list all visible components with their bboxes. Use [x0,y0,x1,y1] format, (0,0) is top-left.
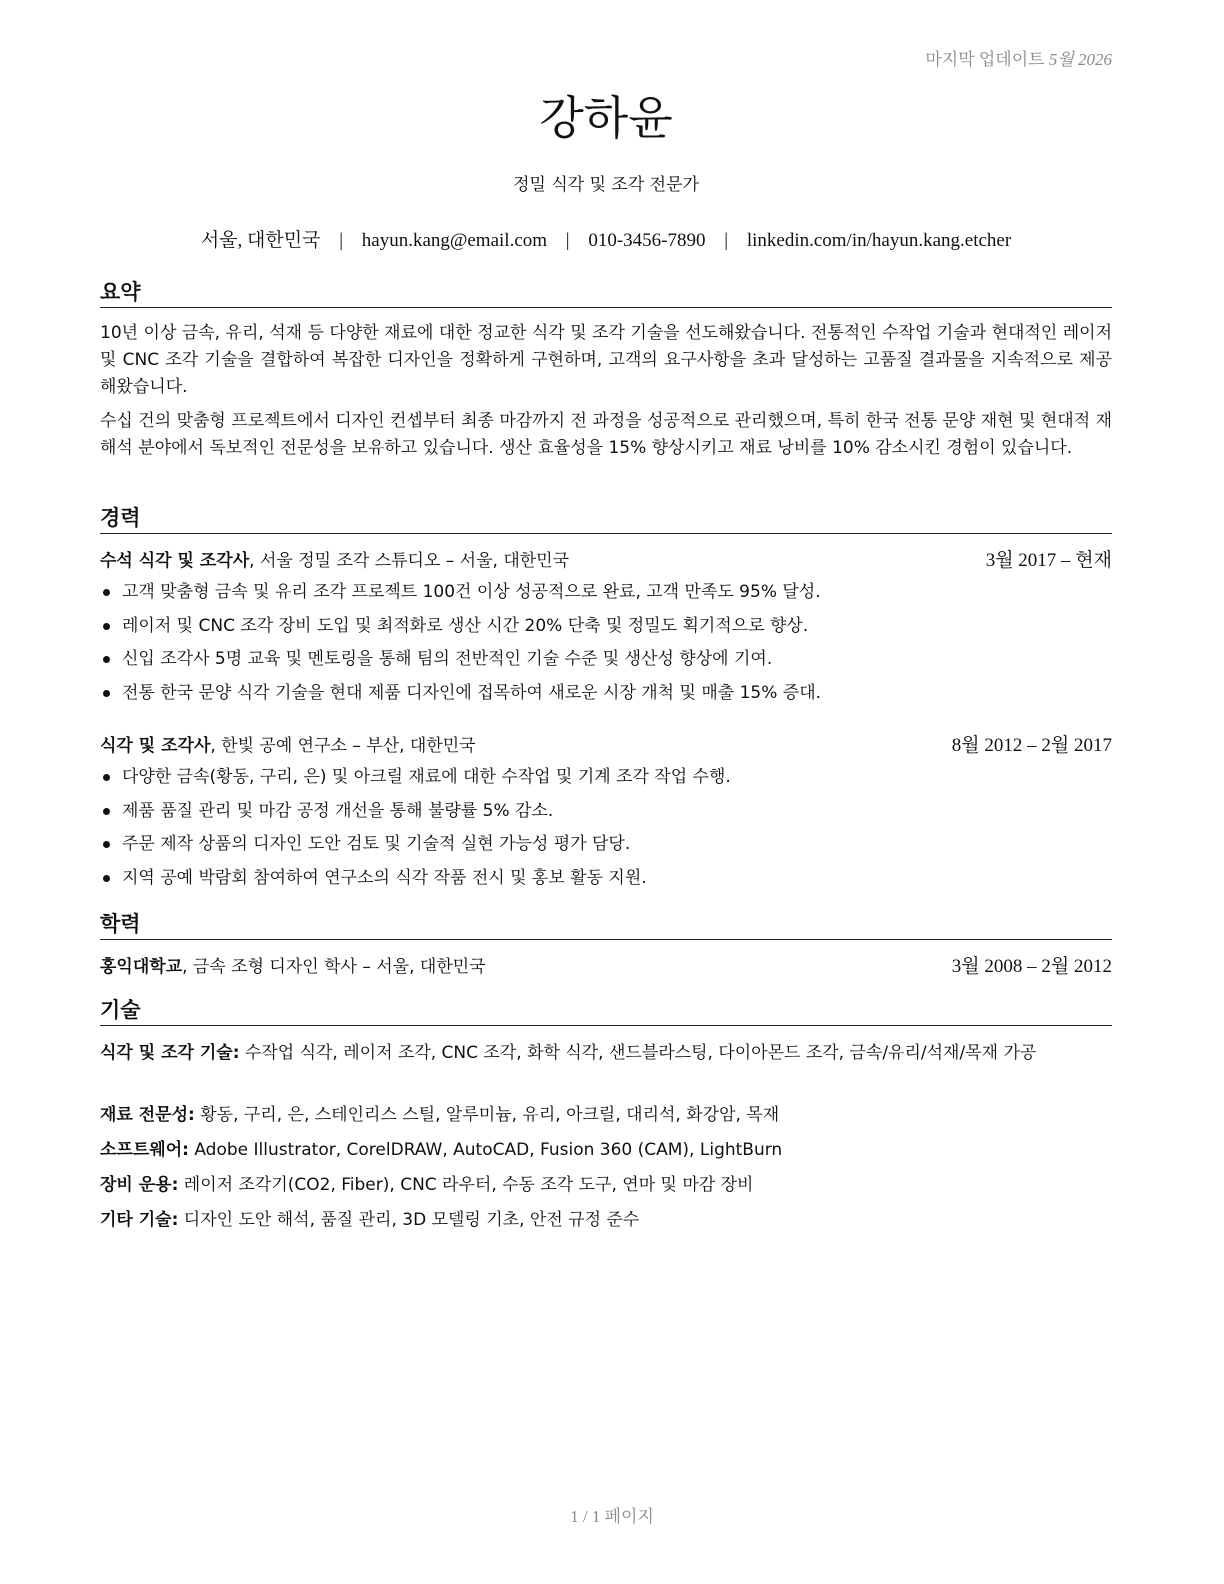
summary-paragraph: 10년 이상 금속, 유리, 석재 등 다양한 재료에 대한 정교한 식각 및 조각 기술을 선도해왔습니다. 전통적인 수작업 기술과 현대적인 레이저 및 CNC 조각 기술을 결합하여 복잡한 디자인을 정확하게 구현하며, 고객의 요구사항을 초과 달성하는 고품질 결과물을 지속적으로 제공해왔습니다. [100,323,1112,397]
job-bullet: 지역 공예 박람회 참여하여 연구소의 식각 작품 전시 및 홍보 활동 지원. [100,865,1112,899]
section-title-education: 학력 [100,910,1112,940]
contact-location: 서울, 대한민국 [200,230,321,251]
skill-label: 소프트웨어: [100,1140,189,1160]
job-heading [100,548,1112,574]
skill-value: 수작업 식각, 레이저 조각, CNC 조각, 화학 식각, 샌드블라스팅, 다이아몬드 조각, 금속/유리/석재/목재 가공 [239,1043,1037,1063]
contact-separator: | [724,230,729,251]
job-bullet-list [100,579,1112,713]
education-detail: , 금속 조형 디자인 학사 – 서울, 대한민국 [182,957,486,977]
section-title-skills: 기술 [100,996,1112,1026]
skill-value: 황동, 구리, 은, 스테인리스 스틸, 알루미늄, 유리, 아크릴, 대리석, 화강암, 목재 [194,1105,780,1125]
job-role: 식각 및 조각사 [100,736,211,756]
contact-separator: | [339,230,344,251]
skill-label: 장비 운용: [100,1175,179,1195]
skill-line [100,1137,1112,1164]
job-bullet-list [100,764,1112,898]
job-organization: , 서울 정밀 조각 스튜디오 – 서울, 대한민국 [249,551,570,571]
skill-line [100,1040,1112,1067]
education-school: 홍익대학교 [100,957,183,977]
last-updated-label: 마지막 업데이트 [925,50,1045,69]
skill-label: 기타 기술: [100,1210,179,1230]
job-heading [100,733,1112,759]
page-indicator: 1 / 1 페이지 [570,1507,654,1526]
candidate-name: 강하윤 [539,91,673,145]
contact-separator: | [565,230,570,251]
job-dates: 8월 2012 – 2월 2017 [951,735,1112,756]
job-bullet: 전통 한국 문양 식각 기술을 현대 제품 디자인에 접목하여 새로운 시장 개척 및 매출 15% 증대. [100,680,1112,714]
skill-value: Adobe Illustrator, CorelDRAW, AutoCAD, Fusion 360 (CAM), LightBurn [188,1140,783,1160]
skill-line [100,1102,1112,1129]
last-updated [925,45,1112,70]
contact-line [100,225,1112,252]
job-role: 수석 식각 및 조각사 [100,551,250,571]
job-bullet: 주문 제작 상품의 디자인 도안 검토 및 기술적 실현 가능성 평가 담당. [100,831,1112,865]
skill-line [100,1207,1112,1234]
skill-value: 레이저 조각기(CO2, Fiber), CNC 라우터, 수동 조각 도구, 연마 및 마감 장비 [178,1175,754,1195]
skill-label: 재료 전문성: [100,1105,195,1125]
job-bullet: 신입 조각사 5명 교육 및 멘토링을 통해 팀의 전반적인 기술 수준 및 생산성 향상에 기여. [100,646,1112,680]
education-entry [100,954,1112,980]
skill-label: 식각 및 조각 기술: [100,1043,240,1063]
contact-linkedin[interactable]: linkedin.com/in/hayun.kang.etcher [746,230,1012,251]
contact-email[interactable]: hayun.kang@email.com [361,230,548,251]
job-bullet: 제품 품질 관리 및 마감 공정 개선을 통해 불량률 5% 감소. [100,798,1112,832]
job-organization: , 한빛 공예 연구소 – 부산, 대한민국 [210,736,476,756]
job-bullet: 다양한 금속(황동, 구리, 은) 및 아크릴 재료에 대한 수작업 및 기계 조각 작업 수행. [100,764,1112,798]
job-bullet: 레이저 및 CNC 조각 장비 도입 및 최적화로 생산 시간 20% 단축 및 정밀도 획기적으로 향상. [100,613,1112,647]
section-title-summary: 요약 [100,278,1112,308]
skill-value: 디자인 도안 해석, 품질 관리, 3D 모델링 기초, 안전 규정 준수 [178,1210,640,1230]
last-updated-date: 5월 2026 [1048,50,1112,69]
skill-line [100,1172,1112,1199]
candidate-tagline: 정밀 식각 및 조각 전문가 [513,175,699,195]
education-dates: 3월 2008 – 2월 2012 [951,956,1112,977]
job-dates: 3월 2017 – 현재 [985,550,1112,571]
contact-phone[interactable]: 010-3456-7890 [588,230,706,251]
summary-paragraph: 수십 건의 맞춤형 프로젝트에서 디자인 컨셉부터 최종 마감까지 전 과정을 성공적으로 관리했으며, 특히 한국 전통 문양 재현 및 현대적 재해석 분야에서 독보적인 전문성을 보유하고 있습니다. 생산 효율성을 15% 향상시키고 재료 낭비를 10% 감소시킨 경험이 있습니다. [100,411,1112,458]
section-title-experience: 경력 [100,504,1112,534]
job-bullet: 고객 맞춤형 금속 및 유리 조각 프로젝트 100건 이상 성공적으로 완료, 고객 만족도 95% 달성. [100,579,1112,613]
